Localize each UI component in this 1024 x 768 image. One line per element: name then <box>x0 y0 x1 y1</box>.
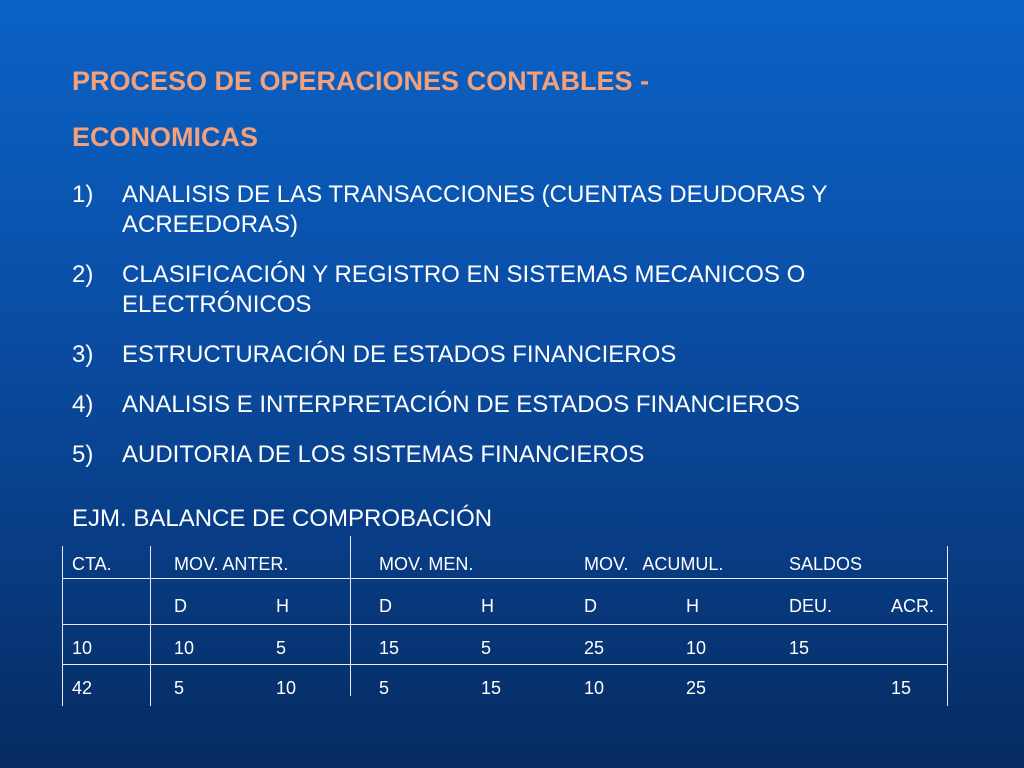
table-cell: 5 <box>174 678 185 698</box>
table-header-cell: SALDOS <box>789 554 863 574</box>
table-cell: 25 <box>686 678 707 698</box>
table-cell: 15 <box>789 638 810 658</box>
table-header-cell: MOV. ACUMUL. <box>584 554 724 574</box>
table-header-row <box>62 546 948 586</box>
list-item <box>72 180 992 240</box>
table-header-cell: MOV. MEN. <box>379 554 474 574</box>
list-item-number: 3) <box>72 341 94 368</box>
trial-balance-table <box>62 546 948 706</box>
table-cell: 10 <box>174 638 195 658</box>
table-cell: 5 <box>276 638 287 658</box>
list-item-text: ANALISIS DE LAS TRANSACCIONES (CUENTAS DEUDORAS Y ACREEDORAS) <box>122 181 828 238</box>
process-list <box>72 180 992 490</box>
list-item-text: AUDITORIA DE LOS SISTEMAS FINANCIEROS <box>122 441 645 468</box>
table-cell: 10 <box>276 678 297 698</box>
list-item-number: 2) <box>72 261 94 288</box>
table-header-cell: CTA. <box>72 554 112 574</box>
title-line-2: ECONOMICAS <box>72 122 259 152</box>
table-subheader-cell: DEU. <box>789 596 833 616</box>
list-item-number: 5) <box>72 441 94 468</box>
slide-title <box>72 64 649 154</box>
list-item <box>72 440 992 470</box>
list-item-text: ESTRUCTURACIÓN DE ESTADOS FINANCIEROS <box>122 341 677 368</box>
list-item-text: CLASIFICACIÓN Y REGISTRO EN SISTEMAS MECANICOS O ELECTRÓNICOS <box>122 261 806 318</box>
table-cell: 15 <box>891 678 912 698</box>
list-item-number: 1) <box>72 181 94 208</box>
table-header-cell: MOV. ANTER. <box>174 554 289 574</box>
table-cell: 10 <box>72 638 93 658</box>
table-cell: 10 <box>584 678 605 698</box>
table-cell: 15 <box>481 678 502 698</box>
table-cell: 15 <box>379 638 400 658</box>
table-subheader-cell: H <box>686 596 699 616</box>
table-cell: 25 <box>584 638 605 658</box>
table-row <box>62 670 948 710</box>
table-subheader-row <box>62 588 948 628</box>
list-item <box>72 260 992 320</box>
table-subheader-cell: ACR. <box>891 596 935 616</box>
table-cell: 5 <box>379 678 390 698</box>
list-item-text: ANALISIS E INTERPRETACIÓN DE ESTADOS FINANCIEROS <box>122 391 800 418</box>
title-line-1: PROCESO DE OPERACIONES CONTABLES - <box>72 66 650 96</box>
list-item <box>72 340 992 370</box>
list-item-number: 4) <box>72 391 94 418</box>
list-item <box>72 390 992 420</box>
table-subheader-cell: H <box>276 596 289 616</box>
table-subheader-cell: D <box>174 596 187 616</box>
table-cell: 42 <box>72 678 93 698</box>
table-cell: 5 <box>481 638 492 658</box>
table-subheader-cell: D <box>379 596 392 616</box>
table-subheader-cell: H <box>481 596 494 616</box>
table-row <box>62 630 948 670</box>
table-subheader-cell: D <box>584 596 597 616</box>
table-cell: 10 <box>686 638 707 658</box>
example-label: EJM. BALANCE DE COMPROBACIÓN <box>72 505 493 532</box>
